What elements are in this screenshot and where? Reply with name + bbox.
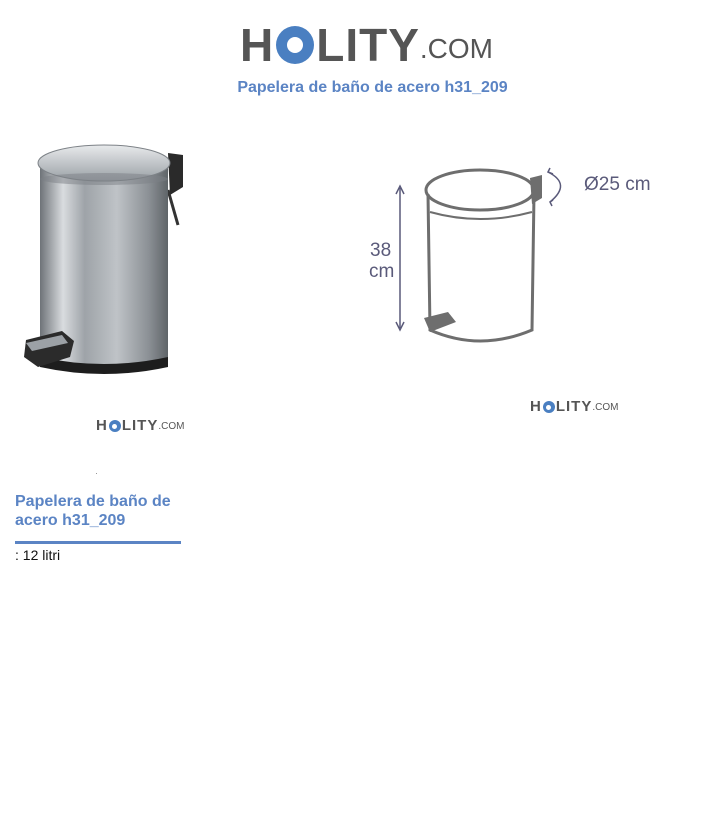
logo-ring-icon [276, 26, 314, 64]
page-title: Papelera de baño de acero h31_209 [237, 79, 508, 96]
capacity-text: : 12 litri [15, 547, 61, 563]
logo-ring-icon [543, 401, 555, 413]
height-value: 38 [370, 240, 392, 261]
product-photo [18, 135, 190, 380]
product-heading: Papelera de baño de acero h31_209 [15, 493, 171, 529]
diameter-label: Ø25 cm [584, 174, 651, 195]
separator-dot: · [95, 468, 98, 478]
heading-divider [15, 541, 181, 544]
logo-text: LITY [555, 398, 593, 415]
logo-letter: H [530, 398, 542, 415]
logo-letter: H [240, 19, 275, 71]
logo-ring-icon [109, 420, 121, 432]
photo-logo [96, 418, 184, 433]
logo-domain: .COM [592, 402, 619, 413]
logo-text: LITY [121, 417, 159, 434]
height-unit: cm [369, 261, 395, 282]
logo-text: LITY [316, 19, 420, 71]
dimension-drawing [390, 160, 590, 355]
holity-logo[interactable] [240, 10, 494, 71]
logo-domain: .COM [419, 33, 494, 64]
logo-letter: H [96, 417, 108, 434]
logo-domain: .COM [158, 421, 185, 432]
drawing-logo [530, 399, 618, 414]
